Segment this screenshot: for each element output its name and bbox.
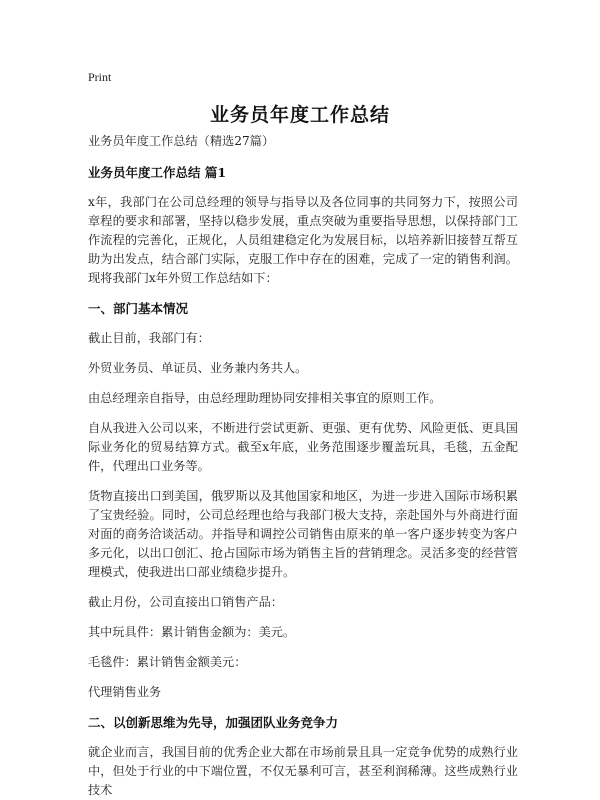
intro-paragraph: x年，我部门在公司总经理的领导与指导以及各位同事的共同努力下，按照公司章程的要求和部署，坚持以稳步发展，重点突破为重要指导思想，以保持部门工作流程的完善化，正规化，人员组建稳定化为发展目标，以培养新旧接替互帮互助为出发点，结合部门实际，克服工作中存在的困难，完成了一定的销售利润。现将我部门x年外贸工作总结如下： bbox=[88, 195, 518, 285]
print-label: Print bbox=[88, 70, 112, 84]
page-title: 业务员年度工作总结 bbox=[209, 104, 390, 126]
paragraph: 外贸业务员、单证员、业务兼内务共人。 bbox=[88, 361, 308, 375]
document-body bbox=[88, 132, 518, 800]
paragraph: 自从我进入公司以来，不断进行尝试更新、更强、更有优势、风险更低、更具国际业务化的贸易结算方式。截至x年底，业务范围逐步覆盖玩具，毛毯，五金配件，代理出口业务等。 bbox=[88, 421, 518, 473]
paragraph: 由总经理亲自指导，由总经理助理协同安排相关事宜的原则工作。 bbox=[88, 391, 442, 405]
heading-department-overview: 一、部门基本情况 bbox=[88, 301, 189, 316]
paragraph: 截止月份，公司直接出口销售产品： bbox=[88, 595, 283, 609]
paragraph: 货物直接出口到美国，俄罗斯以及其他国家和地区，为进一步进入国际市场积累了宝贵经验。同时，公司总经理也给与我部门极大支持，亲赴国外与外商进行面对面的商务洽谈活动。并指导和调控公司销售由原来的单一客户逐步转变为客户多元化，以出口创汇、抢占国际市场为销售主旨的营销理念。灵活多变的经营管理模式，使我进出口部业绩稳步提升。 bbox=[88, 489, 518, 579]
paragraph: 代理销售业务 bbox=[88, 685, 162, 699]
paragraph: 其中玩具件：累计销售金额为：美元。 bbox=[88, 625, 296, 639]
paragraph: 毛毯件：累计销售金额美元： bbox=[88, 655, 247, 669]
heading-innovation: 二、以创新思维为先导，加强团队业务竞争力 bbox=[88, 715, 339, 730]
paragraph: 就企业而言，我国目前的优秀企业大都在市场前景且具一定竞争优势的成熟行业中，但处于行业的中下端位置，不仅无暴利可言，甚至利润稀薄。这些成熟行业技术 bbox=[88, 745, 518, 797]
section-title: 业务员年度工作总结 篇1 bbox=[88, 165, 227, 180]
paragraph: 截止目前，我部门有： bbox=[88, 331, 210, 345]
document-subtitle: 业务员年度工作总结（精选27篇） bbox=[88, 134, 275, 148]
